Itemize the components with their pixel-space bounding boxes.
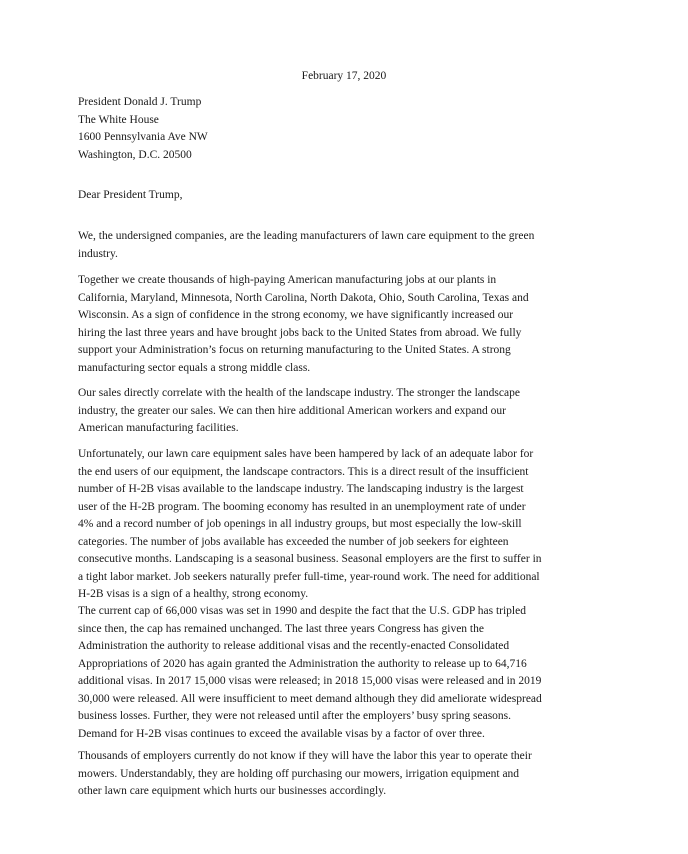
paragraph-line: categories. The number of jobs available has exceeded the number of job seekers for eighteen (78, 535, 509, 548)
paragraph-line: a tight labor market. Job seekers naturally prefer full-time, year-round work. The need for additional (78, 570, 540, 583)
paragraph-line: Wisconsin. As a sign of confidence in the strong economy, we have significantly increased our (78, 309, 514, 321)
paragraph-line: H-2B visas is a sign of a healthy, strong economy. (78, 588, 309, 600)
paragraph-line: Thousands of employers currently do not know if they will have the labor this year to operate their (78, 750, 532, 762)
paragraph-intro (78, 228, 618, 263)
paragraph-line: Appropriations of 2020 has again granted the Administration the authority to release up to 64,716 (78, 657, 527, 670)
paragraph-line: consecutive months. Landscaping is a seasonal business. Seasonal employers are the first to suffer in (78, 553, 542, 565)
paragraph-employers (78, 748, 618, 801)
paragraph-line: American manufacturing facilities. (78, 422, 239, 434)
paragraph-line: hiring the last three years and have brought jobs back to the United States from abroad. We fully (78, 326, 522, 339)
paragraph-line: since then, the cap has remained unchanged. The last three years Congress has given the (78, 622, 484, 635)
salutation: Dear President Trump, (78, 189, 183, 201)
paragraph-line: number of H-2B visas available to the landscape industry. The landscaping industry is the largest (78, 483, 524, 495)
paragraph-line: manufacturing sector equals a strong middle class. (78, 361, 311, 374)
address-line: Washington, D.C. 20500 (78, 148, 192, 161)
paragraph-line: We, the undersigned companies, are the leading manufacturers of lawn care equipment to the green (78, 230, 535, 242)
paragraph-jobs (78, 272, 618, 377)
paragraph-line: other lawn care equipment which hurts our businesses accordingly. (78, 785, 387, 797)
paragraph-visa-cap (78, 603, 618, 743)
paragraph-line: The current cap of 66,000 visas was set in 1990 and despite the fact that the U.S. GDP has tripled (78, 605, 526, 617)
paragraph-line: Unfortunately, our lawn care equipment sales have been hampered by lack of an adequate labor for (78, 448, 534, 460)
paragraph-line: Our sales directly correlate with the health of the landscape industry. The stronger the landscape (78, 387, 520, 399)
letter-date: February 17, 2020 (301, 70, 387, 82)
paragraph-line: support your Administration’s focus on returning manufacturing to the United States. A strong (78, 344, 511, 356)
paragraph-line: California, Maryland, Minnesota, North Carolina, North Dakota, Ohio, South Carolina, Texas and (78, 291, 529, 304)
paragraph-line: Administration the authority to release additional visas and the recently-enacted Consolidated (78, 640, 510, 652)
paragraph-line: additional visas. In 2017 15,000 visas were released; in 2018 15,000 visas were released and in 2019 (78, 675, 542, 687)
paragraph-line: 4% and a record number of job openings in all industry groups, but most especially the low-skill (78, 518, 522, 530)
paragraph-line: industry, the greater our sales. We can then hire additional American workers and expand our (78, 404, 506, 417)
paragraph-line: industry. (78, 247, 118, 260)
recipient-address (78, 94, 208, 164)
paragraph-sales (78, 385, 618, 438)
address-line: 1600 Pennsylvania Ave NW (78, 131, 208, 143)
address-line: President Donald J. Trump (78, 96, 202, 108)
paragraph-labor (78, 446, 618, 604)
paragraph-line: the end users of our equipment, the landscape contractors. This is a direct result of the insufficient (78, 465, 529, 478)
paragraph-line: Demand for H-2B visas continues to exceed the available visas by a factor of over three. (78, 727, 485, 740)
paragraph-line: 30,000 were released. All were insufficient to meet demand although they did ameliorate widespread (78, 692, 542, 705)
address-line: The White House (78, 113, 159, 126)
paragraph-line: business losses. Further, they were not released until after the employers’ busy spring seasons. (78, 710, 512, 722)
paragraph-line: mowers. Understandably, they are holding off purchasing our mowers, irrigation equipment and (78, 767, 520, 780)
paragraph-line: user of the H-2B program. The booming economy has resulted in an unemployment rate of under (78, 500, 526, 513)
paragraph-line: Together we create thousands of high-paying American manufacturing jobs at our plants in (78, 274, 497, 286)
